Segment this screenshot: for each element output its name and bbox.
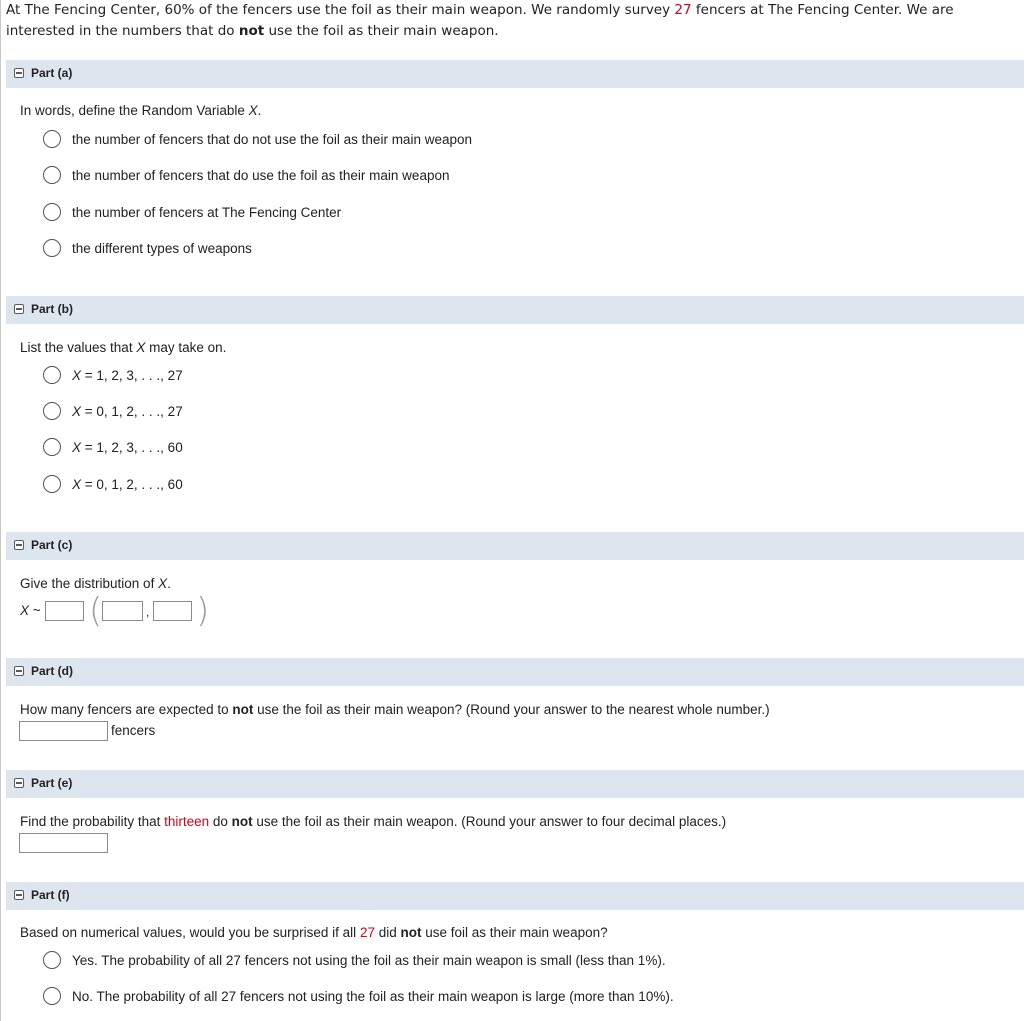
part-d-question: How many fencers are expected to not use the foil as their main weapon? (Round your answer to the nearest whole number.) (20, 702, 770, 717)
radio-button[interactable] (43, 366, 61, 384)
part-c-title: Part (c) (31, 538, 73, 552)
sample-size: 27 (674, 2, 692, 18)
radio-button[interactable] (43, 166, 61, 184)
part-e-header[interactable] (6, 770, 1024, 798)
part-d-header[interactable] (6, 658, 1024, 686)
problem-statement: At The Fencing Center, 60% of the fencers use the foil as their main weapon. We randomly survey 27 fencers at The Fencing Center. We are interested in the numbers that do not use the foil as their main weapon. (6, 2, 954, 39)
part-b-title: Part (b) (31, 302, 73, 316)
radio-button[interactable] (43, 475, 61, 493)
collapse-icon[interactable] (14, 304, 24, 314)
collapse-icon[interactable] (14, 666, 24, 676)
distribution-lhs: X ~ (20, 603, 41, 618)
radio-button[interactable] (43, 987, 61, 1005)
part-e-question: Find the probability that thirteen do not use the foil as their main weapon. (Round your answer to four decimal places.) (20, 814, 727, 829)
distribution-param-n-input[interactable] (102, 601, 143, 621)
radio-button[interactable] (43, 239, 61, 257)
part-c-header[interactable] (6, 532, 1024, 560)
collapse-icon[interactable] (14, 540, 24, 550)
part-f-question: Based on numerical values, would you be surprised if all 27 did not use foil as their main weapon? (20, 925, 608, 940)
collapse-icon[interactable] (14, 890, 24, 900)
param-separator: , (146, 605, 150, 619)
part-a-question: In words, define the Random Variable X. (20, 103, 262, 118)
radio-button[interactable] (43, 203, 61, 221)
part-a-title: Part (a) (31, 66, 73, 80)
problem-page: At The Fencing Center, 60% of the fencers use the foil as their main weapon. We randomly survey 27 fencers at The Fencing Center. We are interested in the numbers that do not use the foil as their main weapon. Part (a) In words, define the Random Variable X. the number of fencers that do not use the foil as their main weapon the number of fencers that do use the foil as their main weapon the number of fencers at The Fencing Center the different types of weapons Part (b) List the values that X may take on. X = 1, 2, 3, . . ., 27 X = 0, 1, 2, . . ., 27 X = 1, 2, 3, . . ., 60 X = 0, 1, 2, . . ., 60 Part (c) Give the distribution of X. X ~ ( , ) Part (d) How many fencers are expected to not use the foil as their main weapon? (Round your answer to the nearest whole number.) fencers Part (e) Find the probability that thirteen do not use the foil as their main weapon. (Round your answer to four decimal places.) Part (f) Based on numerical values, would you be surprised if all 27 did not use foil as their main weapon? Yes. The probability of all 27 fencers not using the foil as their main weapon is small (less than 1%). No. The probability of all 27 fencers not using the foil as their main weapon is large (more than 10%). (0, 0, 1024, 1021)
close-paren: ) (196, 591, 210, 631)
part-b-question: List the values that X may take on. (20, 340, 227, 355)
part-a-header[interactable] (6, 60, 1024, 88)
part-b-header[interactable] (6, 296, 1024, 324)
part-e-title: Part (e) (31, 776, 73, 790)
part-d-title: Part (d) (31, 664, 73, 678)
part-f-header[interactable] (6, 882, 1024, 910)
probability-input[interactable] (19, 833, 108, 853)
distribution-param-p-input[interactable] (153, 601, 192, 621)
open-paren: ( (89, 591, 103, 631)
radio-button[interactable] (43, 402, 61, 420)
part-c-question: Give the distribution of X. (20, 576, 171, 591)
unit-label: fencers (111, 723, 156, 738)
collapse-icon[interactable] (14, 778, 24, 788)
part-f-title: Part (f) (31, 888, 70, 902)
distribution-type-input[interactable] (45, 601, 84, 621)
radio-button[interactable] (43, 438, 61, 456)
expected-count-input[interactable] (19, 721, 108, 741)
radio-button[interactable] (43, 130, 61, 148)
collapse-icon[interactable] (14, 68, 24, 78)
radio-button[interactable] (43, 951, 61, 969)
